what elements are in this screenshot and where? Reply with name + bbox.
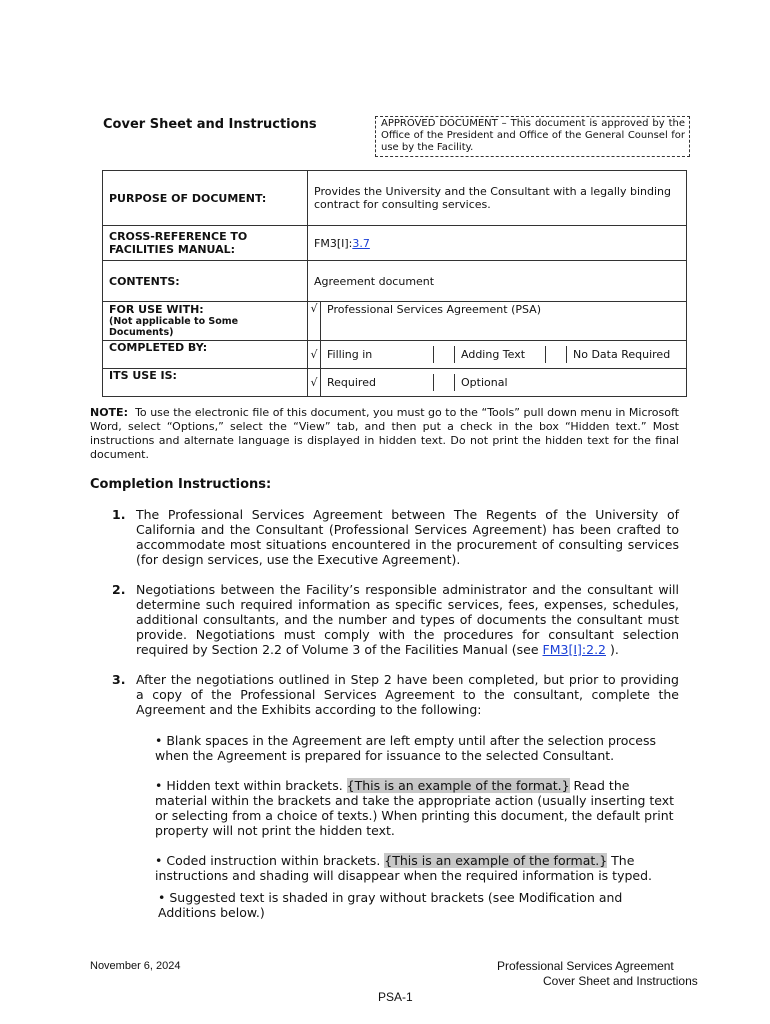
contents-value: Agreement document [308, 261, 687, 302]
bullet-icon: • [155, 778, 163, 793]
approved-notice: APPROVED DOCUMENT – This document is approved by the Office of the President and Office of the General Counsel for use by the Facility. [375, 116, 690, 157]
item-text-body: Negotiations between the Facility’s responsible administrator and the consultant will determine such required information as specific services, fees, expenses, schedules, additional consultants, and the number and types of documents the consultant must provide. Negotiations must comply with the procedures for consultant selection required by Section 2.2 of Volume 3 of the Facilities Manual (see [136, 582, 679, 657]
footer-doc-title: Professional Services Agreement [497, 959, 674, 973]
bullet-text: The instructions and shading will disappear when the required information is typed. [155, 853, 652, 883]
completed-label: COMPLETED BY: [103, 341, 308, 369]
completed-options [321, 341, 687, 369]
use-opt-required: Required [327, 376, 376, 389]
foruse-checkmark: √ [308, 302, 321, 341]
bullet-item-4 [158, 890, 678, 920]
bullet-icon: • [155, 853, 163, 868]
foruse-label: FOR USE WITH: [109, 303, 204, 316]
completed-box-2 [434, 346, 455, 363]
item-number: 1. [112, 507, 126, 522]
foruse-value: Professional Services Agreement (PSA) [321, 302, 687, 341]
item-text-after: ). [606, 642, 619, 657]
bullet-icon: • [158, 890, 166, 905]
purpose-value: Provides the University and the Consultant with a legally binding contract for consulting services. [308, 171, 687, 226]
coded-instruction-example: {This is an example of the format.} [384, 853, 608, 868]
note-paragraph [90, 406, 679, 462]
contents-label: CONTENTS: [103, 261, 308, 302]
use-checkmark: √ [308, 369, 321, 397]
note-text: To use the electronic file of this document, you must go to the “Tools” pull down menu in Microsoft Word, select “Options,” select the “View” tab, and then put a check in the box “Hidden text.” Most instructions and alternate language is displayed in hidden text. Do not print the hidden text for the final document. [90, 406, 679, 461]
bullet-text: Read the material within the brackets and take the appropriate action (usually inserting text or selecting from a choice of texts.) When printing this document, the default print property will not print the hidden text. [155, 778, 675, 838]
bullet-item-3 [155, 853, 675, 883]
item-text: After the negotiations outlined in Step 2 have been completed, but prior to providing a copy of the Professional Services Agreement to the consultant, complete the Agreement and the Exhibits according to the following: [136, 672, 679, 717]
completed-opt-adding: Adding Text [461, 348, 526, 361]
note-label: NOTE: [90, 406, 128, 419]
bullet-item-2 [155, 778, 675, 838]
use-box-2 [434, 374, 455, 391]
fm3-link[interactable]: FM3[I]:2.2 [542, 642, 606, 657]
bullet-lead: Coded instruction within brackets. [166, 853, 385, 868]
item-number: 2. [112, 582, 126, 597]
bullet-item-1 [155, 733, 675, 763]
use-options [321, 369, 687, 397]
page-title: Cover Sheet and Instructions [103, 117, 317, 132]
use-opt-optional: Optional [461, 376, 508, 389]
bullet-text: Suggested text is shaded in gray without brackets (see Modification and Additions below.) [158, 890, 623, 920]
purpose-label: PURPOSE OF DOCUMENT: [103, 171, 308, 226]
bullet-lead: Hidden text within brackets. [166, 778, 347, 793]
foruse-sub: (Not applicable to Some Documents) [109, 316, 239, 338]
completed-box-3 [546, 346, 567, 363]
footer-date: November 6, 2024 [90, 960, 181, 972]
completed-opt-nodata: No Data Required [573, 348, 671, 361]
hidden-text-example: {This is an example of the format.} [346, 778, 570, 793]
crossref-link[interactable]: 3.7 [352, 236, 370, 250]
foruse-label-cell [103, 302, 308, 341]
bullet-text: Blank spaces in the Agreement are left empty until after the selection process when the Agreement is prepared for issuance to the selected Consultant. [155, 733, 656, 763]
instruction-item-3 [112, 672, 679, 717]
footer-doc-subtitle: Cover Sheet and Instructions [543, 974, 698, 988]
bullet-icon: • [155, 733, 163, 748]
footer-page-number: PSA-1 [378, 990, 413, 1004]
crossref-label: CROSS-REFERENCE TO FACILITIES MANUAL: [103, 226, 308, 261]
instruction-item-1 [112, 507, 679, 567]
completed-checkmark: √ [308, 341, 321, 369]
completed-opt-filling: Filling in [327, 348, 373, 361]
use-label: ITS USE IS: [103, 369, 308, 397]
crossref-prefix: FM3[I]: [314, 236, 353, 250]
crossref-value [308, 226, 687, 261]
item-text: The Professional Services Agreement between The Regents of the University of California and the Consultant (Professional Services Agreement) has been crafted to accommodate most situations encountered in the procurement of consulting services (for design services, use the Executive Agreement). [136, 507, 679, 567]
item-number: 3. [112, 672, 126, 687]
instruction-item-2 [112, 582, 679, 657]
info-table [102, 170, 687, 397]
completion-heading: Completion Instructions: [90, 477, 272, 492]
item-text [136, 582, 679, 657]
